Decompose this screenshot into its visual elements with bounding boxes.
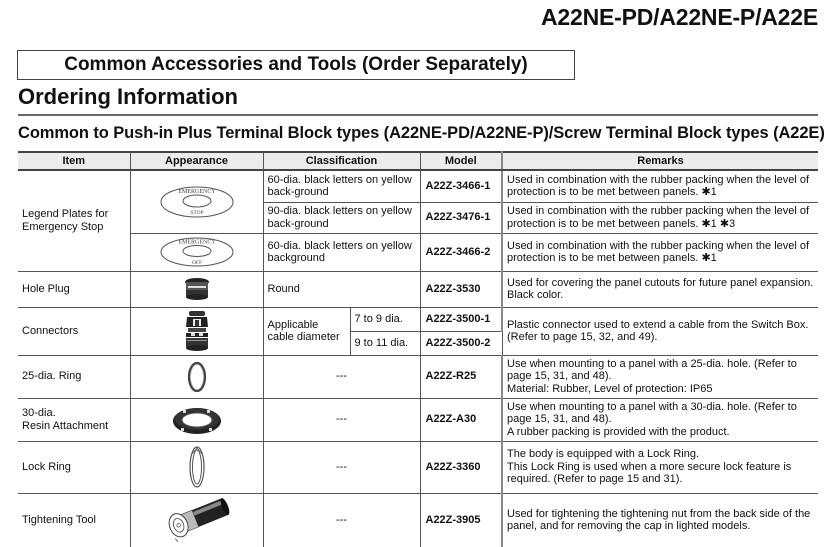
classification-cell: --- <box>263 355 420 398</box>
model-cell: A22Z-3476-1 <box>420 202 502 233</box>
item-cell: Connectors <box>18 307 130 355</box>
classification-cell: 60-dia. black letters on yellow back-ground <box>263 170 420 202</box>
classification-cell: --- <box>263 441 420 493</box>
classification-cell: Applicable cable diameter <box>263 307 350 355</box>
model-cell: A22Z-3360 <box>420 441 502 493</box>
svg-text:OFF: OFF <box>191 260 202 266</box>
ring-icon <box>130 355 263 398</box>
remarks-line: The body is equipped with a Lock Ring. <box>507 448 700 461</box>
emergency-stop-plate-icon <box>130 170 263 233</box>
item-line: Resin Attachment <box>22 419 109 432</box>
classification-cell: --- <box>263 493 420 547</box>
model-cell: A22Z-3905 <box>420 493 502 547</box>
remarks-cell: Used for covering the panel cutouts for future panel expansion. Black color. <box>502 271 818 307</box>
item-cell: 25-dia. Ring <box>18 355 130 398</box>
remarks-line: Use when mounting to a panel with a 25-dia. hole. (Refer to page 15, 31, and 48). <box>507 357 797 383</box>
column-header-appearance: Appearance <box>130 152 263 170</box>
svg-text:EMERGENCY: EMERGENCY <box>177 188 216 195</box>
classification-cell: Round <box>263 271 420 307</box>
model-cell: A22Z-3466-2 <box>420 233 502 271</box>
table-header-row <box>18 152 818 170</box>
table-row <box>18 441 818 493</box>
table-row <box>18 271 818 307</box>
classification-cell: --- <box>263 398 420 441</box>
remarks-cell: Used in combination with the rubber packing when the level of protection is to be met between panels. ✱1 ✱3 <box>502 202 818 233</box>
document-title: A22NE-PD/A22NE-P/A22E <box>540 4 818 30</box>
model-cell: A22Z-A30 <box>420 398 502 441</box>
model-cell: A22Z-3500-2 <box>420 331 502 355</box>
column-header-model: Model <box>420 152 502 170</box>
table-row <box>18 355 818 398</box>
table-row <box>18 398 818 441</box>
svg-text:STOP: STOP <box>189 209 204 216</box>
table-row <box>18 493 818 547</box>
item-cell <box>18 398 130 441</box>
tightening-tool-icon <box>130 493 263 547</box>
cable-size-cell: 7 to 9 dia. <box>350 307 420 331</box>
cable-size-cell: 9 to 11 dia. <box>350 331 420 355</box>
table-row <box>18 307 818 331</box>
remarks-cell: Used in combination with the rubber packing when the level of protection is to be met between panels. ✱1 <box>502 233 818 271</box>
item-cell: Lock Ring <box>18 441 130 493</box>
remarks-cell <box>502 355 818 398</box>
item-cell: Legend Plates for Emergency Stop <box>18 170 130 271</box>
table-row <box>18 233 818 271</box>
section-divider <box>18 114 818 116</box>
item-cell: Tightening Tool <box>18 493 130 547</box>
remarks-line: This Lock Ring is used when a more secure lock feature is required. (Refer to page 15 and 31). <box>507 460 792 486</box>
remarks-cell: Plastic connector used to extend a cable from the Switch Box. (Refer to page 15, 32, and 49). <box>502 307 818 355</box>
lock-ring-icon <box>130 441 263 493</box>
hole-plug-icon <box>130 271 263 307</box>
column-header-classification: Classification <box>263 152 420 170</box>
remarks-cell <box>502 398 818 441</box>
classification-cell: 90-dia. black letters on yellow back-ground <box>263 202 420 233</box>
column-header-remarks: Remarks <box>502 152 818 170</box>
item-line: 30-dia. <box>22 407 56 419</box>
remarks-cell: Used for tightening the tightening nut from the back side of the panel, and for removing the cap in lighted models. <box>502 493 818 547</box>
resin-attachment-icon <box>130 398 263 441</box>
model-cell: A22Z-3500-1 <box>420 307 502 331</box>
classification-cell: 60-dia. black letters on yellow background <box>263 233 420 271</box>
boxed-heading: Common Accessories and Tools (Order Separately) <box>17 50 575 80</box>
emergency-off-plate-icon <box>130 233 263 271</box>
remarks-line: Use when mounting to a panel with a 30-dia. hole. (Refer to page 15, 31, and 48). <box>507 400 797 426</box>
model-cell: A22Z-3530 <box>420 271 502 307</box>
remarks-cell <box>502 441 818 493</box>
subsection-title: Common to Push-in Plus Terminal Block types (A22NE-PD/A22NE-P)/Screw Terminal Block types (A22E) <box>18 124 825 142</box>
remarks-cell: Used in combination with the rubber packing when the level of protection is to be met between panels. ✱1 <box>502 170 818 202</box>
model-cell: A22Z-3466-1 <box>420 170 502 202</box>
accessories-table <box>18 151 818 547</box>
connector-icon <box>130 307 263 355</box>
table-row <box>18 170 818 202</box>
remarks-line: A rubber packing is provided with the product. <box>507 425 730 438</box>
model-cell: A22Z-R25 <box>420 355 502 398</box>
svg-text:EMERGENCY: EMERGENCY <box>177 239 216 246</box>
remarks-line: Material: Rubber, Level of protection: IP65 <box>507 382 713 395</box>
column-header-item: Item <box>18 152 130 170</box>
item-cell: Hole Plug <box>18 271 130 307</box>
section-title: Ordering Information <box>18 84 238 109</box>
